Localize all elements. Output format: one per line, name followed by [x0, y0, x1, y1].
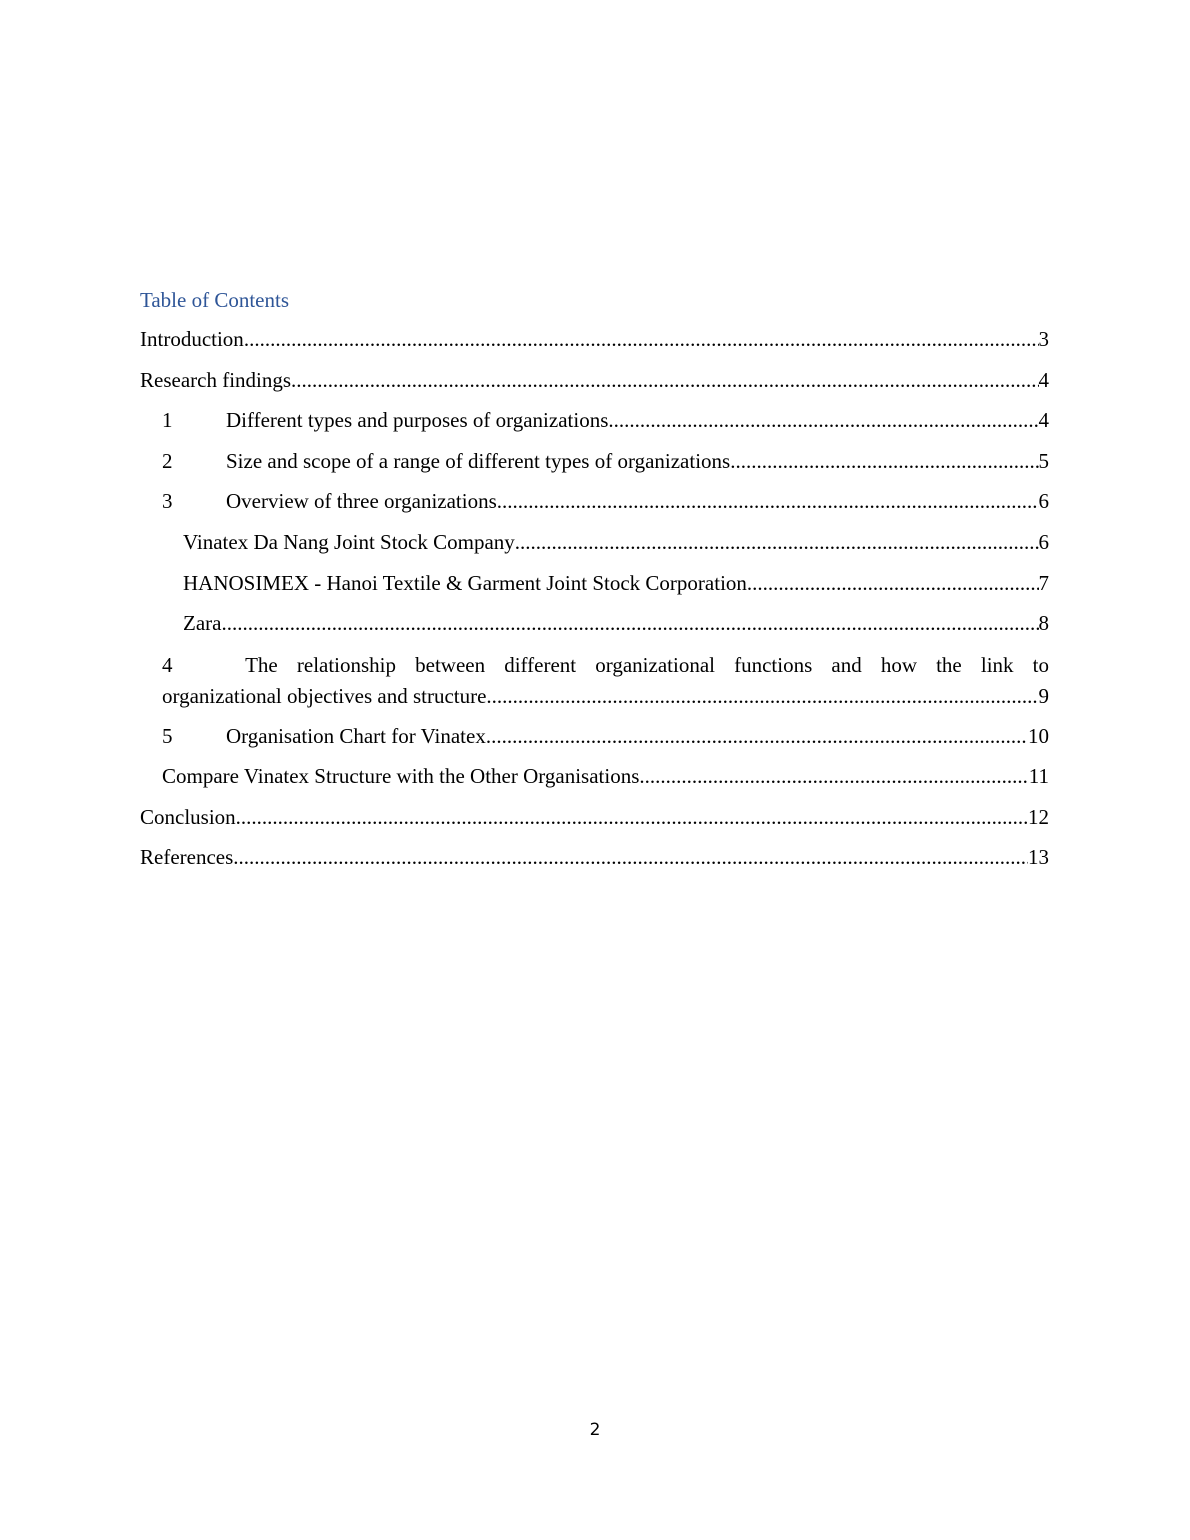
dot-leader [608, 406, 1038, 434]
toc-entry-number: 3 [162, 489, 173, 514]
toc-word: different [504, 652, 577, 677]
toc-word: and [831, 652, 862, 677]
toc-entry-text: Compare Vinatex Structure with the Other Organisations [162, 764, 640, 789]
toc-entry-second-line [162, 681, 1049, 712]
toc-word: between [415, 652, 486, 677]
toc-entry-hanosimex[interactable] [140, 569, 1049, 597]
toc-entry-text: organizational objectives and structure [162, 683, 487, 708]
toc-entry-page: 5 [1038, 448, 1049, 473]
toc-title: Table of Contents [140, 288, 289, 312]
toc-word: relationship [296, 652, 397, 677]
dot-leader [236, 803, 1028, 831]
toc-entry-text: Organisation Chart for Vinatex [226, 723, 486, 748]
toc-entry-first-line [162, 650, 1049, 681]
toc-entry-text: Different types and purposes of organizations [226, 408, 609, 433]
dot-leader [486, 681, 1038, 712]
toc-entry-compare-structure[interactable] [140, 762, 1049, 790]
toc-word: functions [734, 652, 813, 677]
toc-entry-conclusion[interactable] [140, 803, 1049, 831]
toc-entry-page: 13 [1028, 845, 1049, 870]
toc-entry-page: 10 [1028, 723, 1049, 748]
toc-word: link [980, 652, 1014, 677]
toc-entry-types-purposes[interactable] [140, 406, 1049, 434]
toc-entry-functions-relationship[interactable] [140, 650, 1049, 712]
toc-entry-text: Overview of three organizations [226, 489, 497, 514]
toc-entry-references[interactable] [140, 843, 1049, 871]
toc-entry-page: 9 [1038, 683, 1049, 708]
toc-entry-number: 2 [162, 448, 173, 473]
dot-leader [497, 487, 1039, 515]
toc-entry-number: 1 [162, 408, 173, 433]
dot-leader [747, 569, 1039, 597]
toc-entry-text: Research findings [140, 367, 292, 392]
dot-leader [515, 528, 1039, 556]
toc-entry-introduction[interactable] [140, 325, 1049, 353]
table-of-contents [140, 285, 1049, 884]
toc-entry-page: 3 [1038, 327, 1049, 351]
toc-entry-text: Introduction [140, 327, 244, 351]
dot-leader [730, 447, 1038, 475]
toc-word: the [936, 652, 962, 677]
toc-entry-page: 6 [1038, 529, 1049, 554]
toc-entry-page: 8 [1038, 611, 1049, 636]
toc-entry-zara[interactable] [140, 609, 1049, 637]
dot-leader [221, 609, 1038, 637]
toc-entry-text: HANOSIMEX - Hanoi Textile & Garment Joint Stock Corporation [183, 570, 747, 595]
toc-word: organizational [595, 652, 715, 677]
toc-word: to [1032, 652, 1049, 677]
dot-leader [639, 762, 1028, 790]
page-number: 2 [589, 1420, 601, 1440]
dot-leader [244, 325, 1039, 353]
toc-entry-text: Zara [183, 611, 222, 636]
toc-entry-vinatex-da-nang[interactable] [140, 528, 1049, 556]
toc-entry-number: 5 [162, 723, 173, 748]
toc-entry-text: References [140, 845, 234, 870]
toc-entry-page: 4 [1038, 367, 1049, 392]
toc-entry-page: 7 [1038, 570, 1049, 595]
toc-entry-page: 4 [1038, 408, 1049, 433]
toc-entry-org-chart[interactable] [140, 722, 1049, 750]
toc-entry-text: Conclusion [140, 804, 236, 829]
toc-entry-page: 11 [1028, 764, 1049, 789]
toc-entry-page: 6 [1038, 489, 1049, 514]
toc-entry-overview[interactable] [140, 487, 1049, 515]
dot-leader [233, 843, 1028, 871]
toc-entry-research-findings[interactable] [140, 366, 1049, 394]
toc-word: how [880, 652, 917, 677]
toc-entry-number: 4 [162, 652, 173, 677]
toc-entry-size-scope[interactable] [140, 447, 1049, 475]
toc-entry-page: 12 [1028, 804, 1049, 829]
dot-leader [291, 366, 1038, 394]
toc-entry-text: Size and scope of a range of different types of organizations [226, 448, 731, 473]
dot-leader [486, 722, 1028, 750]
toc-word: The [245, 652, 278, 677]
toc-entry-text: Vinatex Da Nang Joint Stock Company [183, 529, 515, 554]
